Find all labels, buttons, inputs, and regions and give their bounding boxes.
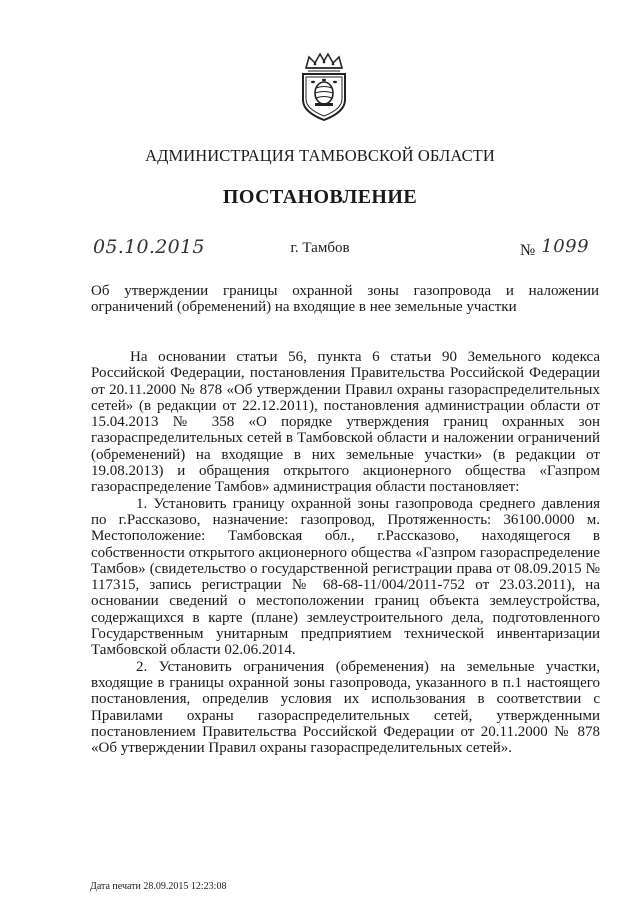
handwritten-number: 1099	[541, 236, 590, 257]
coat-of-arms-icon	[296, 52, 352, 122]
item-1-paragraph: 1. Установить границу охранной зоны газопровода среднего давления по г.Рассказово, назначение: газопровод, Протяженность: 36100.0000 м. Местоположение: Тамбовская обл., г.Рассказово, находящегося в собственности открытого акционерного общества «Газпром газораспределение Тамбов» (свидетельство о государственной регистрации права от 08.09.2015 № 117315, запись регистрации № 68-68-11/004/2011-752 от 23.03.2011), на основании сведений о местоположении границ объекта землеустройства, содержащихся в карте (плане) землеустроительного дела, подготовленного Государственным унитарным предприятием технической инвентаризации Тамбовской области 02.06.2014.	[91, 495, 600, 659]
document-number	[520, 236, 589, 257]
print-date-footer: Дата печати 28.09.2015 12:23:08	[90, 881, 227, 892]
item-2-paragraph: 2. Установить ограничения (обременения) на земельные участки, входящие в границы охранной зоны газопровода, указанного в п.1 настоящего постановления, определив условия их использования в соответствии с Правилами охраны газораспределительных сетей, утвержденными постановлением Правительства Российской Федерации от 20.11.2000 № 878 «Об утверждении Правил охраны газораспределительных сетей».	[91, 658, 600, 757]
handwritten-date: 05.10.2015	[93, 236, 205, 258]
number-sign: №	[520, 242, 536, 259]
document-subject: Об утверждении границы охранной зоны газопровода и наложении ограничений (обременений) на входящие в нее земельные участки	[91, 283, 599, 315]
organization-title: АДМИНИСТРАЦИЯ ТАМБОВСКОЙ ОБЛАСТИ	[145, 146, 495, 165]
city-label: г. Тамбов	[290, 240, 350, 256]
document-type-heading: ПОСТАНОВЛЕНИЕ	[222, 186, 418, 208]
document-meta-row	[0, 236, 640, 264]
preamble-paragraph: На основании статьи 56, пункта 6 статьи 90 Земельного кодекса Российской Федерации, постановления Правительства Российской Федерации от 20.11.2000 № 878 «Об утверждении Правил охраны газораспределительных сетей» (в редакции от 22.12.2011), постановления администрации области от 15.04.2013 № 358 «О порядке утверждения границ охранных зон газораспределительных сетей в Тамбовской области и наложении ограничений (обременений) на входящие в них земельные участки» (в редакции от 19.08.2013) и обращения открытого акционерного общества «Газпром газораспределение Тамбов» администрация области постановляет:	[91, 349, 600, 496]
document-body	[91, 349, 600, 756]
